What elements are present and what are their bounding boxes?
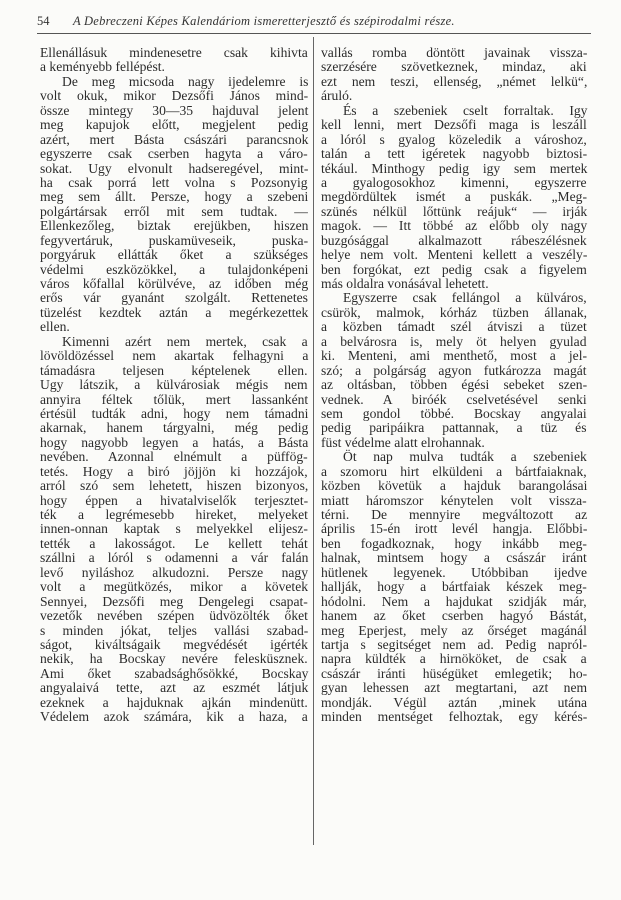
right-column bbox=[321, 46, 587, 725]
text-line: meg sem állt. Persze, hogy a szebeni bbox=[40, 189, 309, 205]
text-line: ezeknek a hajduknak ajkán mindenütt. bbox=[40, 694, 308, 710]
text-line: kell lenni, mert Dezsőfi maga is leszáll bbox=[321, 117, 587, 133]
text-line: ben forgókat, ezt pedig csak a figyelem bbox=[321, 261, 587, 277]
text-line: össze mintegy 30—35 hajduval jelent bbox=[40, 102, 309, 118]
text-line: vednek. A biróék cselvetésével senki bbox=[321, 391, 587, 407]
text-line: támadásra teljesen képtelenek ellen. bbox=[40, 362, 308, 378]
header-rule bbox=[37, 33, 591, 34]
text-line: És a szebeniek cselt forraltak. Igy bbox=[343, 102, 588, 118]
text-line: hódolni. Nem a hajdukat szidják már, bbox=[321, 593, 587, 609]
text-line: nekik, ha Bocskay nevére felesküsznek. bbox=[40, 651, 308, 667]
text-line: fegyvertáruk, puskamüveseik, puska- bbox=[40, 232, 309, 248]
text-line: vallás romba döntött javainak vissza- bbox=[321, 45, 588, 60]
text-line: hanem az őket cserben hagyó Bástát, bbox=[321, 608, 587, 624]
text-line: magok. — Itt többé az előbb oly nagy bbox=[321, 218, 588, 234]
left-column bbox=[40, 46, 308, 725]
text-line: megdördültek ismét a puskák. „Meg- bbox=[321, 189, 587, 205]
text-line: ben fogadkoznak, hogy inkább meg- bbox=[321, 535, 587, 551]
text-line: ságot, kiváltságaik megvédését igérték bbox=[40, 636, 308, 652]
text-line: hallják, hogy a bártfaiak készek meg- bbox=[321, 579, 587, 595]
text-line: város kőfallal körülvéve, az időben még bbox=[40, 276, 309, 291]
text-line: Egyszerre csak fellángol a külváros, bbox=[343, 290, 587, 306]
running-title: A Debreczeni Képes Kalendáriom ismeretterjesztő és szépirodalmi része. bbox=[73, 14, 455, 28]
text-line: Sennyei, Dezsőfi meg Dengelegi csapat- bbox=[40, 593, 308, 609]
text-line: egyszerre csak cserben hagyta a váro- bbox=[40, 146, 308, 162]
text-line: nevében. Azonnal elnémult a püffög- bbox=[40, 449, 308, 465]
text-line: füst védelme alatt elrohannak. bbox=[321, 434, 485, 450]
text-line: sem gondol többé. Bocskay angyalai bbox=[321, 405, 587, 421]
text-line: azért, mert Básta császári parancsnok bbox=[40, 131, 309, 147]
text-line: Ellenállásuk mindenesetre csak kihivta bbox=[40, 45, 308, 60]
text-line: a szomoru hirt elküldeni a bártfaiaknak, bbox=[321, 463, 587, 479]
text-line: Védelem azok számára, kik a haza, a bbox=[40, 709, 308, 725]
column-divider bbox=[313, 37, 314, 845]
text-line: ezt nem teszi, ellenség, „német lelkü“, bbox=[321, 73, 588, 89]
text-line: meg kapujok előtt, megjelent pedig bbox=[40, 117, 309, 133]
page-number: 54 bbox=[37, 14, 50, 28]
text-line: tékául. Minthogy pedig igy sem mertek bbox=[321, 160, 588, 176]
text-line: csürök, malmok, kórház tüzben állanak, bbox=[321, 304, 588, 320]
text-line: porgyáruk ellátták őket a szükséges bbox=[40, 247, 309, 263]
text-line: közben követük a hajduk barangolásai bbox=[321, 478, 588, 494]
text-line: Kimenni azért nem mertek, csak a bbox=[62, 333, 308, 349]
text-line: szó; a polgárság agyon futkározza magát bbox=[321, 362, 587, 378]
text-line: Ugy látszik, a külvárosiak mégis nem bbox=[40, 377, 308, 393]
text-line: szerzésére szövetkeznek, mindaz, aki bbox=[321, 59, 587, 75]
text-line: tetés. Hogy a biró jöjjön ki hozzájok, bbox=[40, 463, 308, 479]
text-line: volt okuk, mikor Dezsőfi János mind- bbox=[40, 88, 309, 104]
text-line: ték a legrémesebb hireket, melyeket bbox=[40, 507, 308, 522]
text-line: Ellenkezőleg, biztak erejükben, hiszen bbox=[40, 218, 309, 234]
text-line: az oltásban, többen égési sebeket szen- bbox=[321, 377, 588, 393]
text-line: más oldalra vonásával lehetett. bbox=[321, 276, 489, 291]
text-line: polgártársak erről mit sem tudtak. — bbox=[40, 203, 308, 219]
text-line: tették a lakosságot. Le kellett tehát bbox=[40, 535, 308, 551]
text-line: gyan lehessen azt megtartani, azt nem bbox=[321, 680, 588, 696]
text-line: innen-onnan kaptak s melyekkel elijesz- bbox=[40, 521, 308, 537]
text-line: tartja s segitséget nem ad. Pedig napról- bbox=[321, 636, 588, 652]
text-line: De meg micsoda nagy ijedelemre is bbox=[62, 73, 309, 89]
text-line: annyira féltek tőlük, mert lassanként bbox=[40, 391, 309, 407]
text-line: tüzelést kezdtek aztán a megérkezettek bbox=[40, 304, 309, 320]
text-line: levő nyiláshoz alkudozni. Persze nagy bbox=[40, 564, 309, 580]
text-line: helye nem volt. Menteni kellett a veszély- bbox=[321, 247, 588, 263]
text-line: a keményebb fellépést. bbox=[40, 59, 165, 75]
text-line: talán a tett igéretek nagyobb biztosi- bbox=[321, 146, 588, 162]
text-line: április 15-én irott levél hangja. Előbbi- bbox=[321, 521, 588, 537]
text-line: hogy nagyobb legyen a hatás, a Básta bbox=[40, 434, 309, 450]
text-line: angyalaivá tette, azt az eszmét látjuk bbox=[40, 680, 309, 696]
text-line: Ami őket szabadsághősökké, Bocskay bbox=[40, 665, 309, 681]
text-line: szállni a lóról s odamenni a vár falán bbox=[40, 550, 309, 566]
text-line: ha csak porrá lett volna s Pozsonyig bbox=[40, 174, 308, 190]
text-line: áruló. bbox=[321, 88, 353, 104]
running-header bbox=[37, 12, 591, 32]
text-line: Öt nap mulva tudták a szebeniek bbox=[343, 449, 587, 465]
text-line: lövöldözéssel nem akartak felhagyni a bbox=[40, 348, 309, 364]
text-line: császár iránti hüségüket emlegetik; ho- bbox=[321, 665, 588, 681]
text-line: mondják. Végül aztán ,minek utána bbox=[321, 694, 588, 710]
text-line: vezetők nevében szépen üdvözölték őket bbox=[40, 608, 308, 624]
text-line: térni. De mennyire megváltozott az bbox=[321, 507, 588, 522]
text-line: halnak, mintsem hogy a császár iránt bbox=[321, 550, 587, 566]
text-line: a lóról s gyalog közeledik a városhoz, bbox=[321, 131, 587, 147]
text-line: védelmi eszközökkel, a tulajdonképeni bbox=[40, 261, 309, 277]
text-line: ellen. bbox=[40, 319, 70, 335]
text-line: értésül tudták adni, hogy nem támadni bbox=[40, 405, 309, 421]
text-line: arról szó sem lehetett, hiszen bizonyos, bbox=[40, 478, 309, 494]
text-line: meg Eperjest, mely az őrséget magánál bbox=[321, 622, 587, 638]
text-line: minden mentséget felhoztak, egy kérés- bbox=[321, 709, 588, 725]
text-line: szünés nélkül lőttünk reájuk“ — irják bbox=[321, 203, 588, 219]
text-line: ki. Menteni, ami menthető, most a jel- bbox=[321, 348, 588, 364]
text-line: erős vár gyanánt szolgált. Rettenetes bbox=[40, 290, 308, 306]
text-line: buzgósággal alkalmazott rábeszélésnek bbox=[321, 232, 587, 248]
text-line: pedig paripáikra pattannak, a tüz és bbox=[321, 420, 587, 436]
text-line: akarnak, hanem tárgyalni, még pedig bbox=[40, 420, 309, 436]
text-line: a belvárosra is, mely öt helyen gyulad bbox=[321, 333, 587, 349]
text-line: hogy éppen a hivatalviselők terjesztet- bbox=[40, 492, 309, 508]
text-line: s minden jókat, teljes vallási szabad- bbox=[40, 622, 309, 638]
text-line: hütlenek legyenek. Utóbbiban ijedve bbox=[321, 564, 588, 580]
text-line: volt a megütközés, mikor a követek bbox=[40, 579, 309, 595]
text-line: napra küldték a hirnököket, de csak a bbox=[321, 651, 587, 667]
text-line: miatt háromszor kénytelen volt vissza- bbox=[321, 492, 587, 508]
text-line: a közben támadt szél átviszi a tüzet bbox=[321, 319, 587, 335]
text-line: sokat. Ugy elvonult hadseregével, mint- bbox=[40, 160, 309, 176]
text-line: a gyalogosokhoz kimenni, egyszerre bbox=[321, 174, 587, 190]
